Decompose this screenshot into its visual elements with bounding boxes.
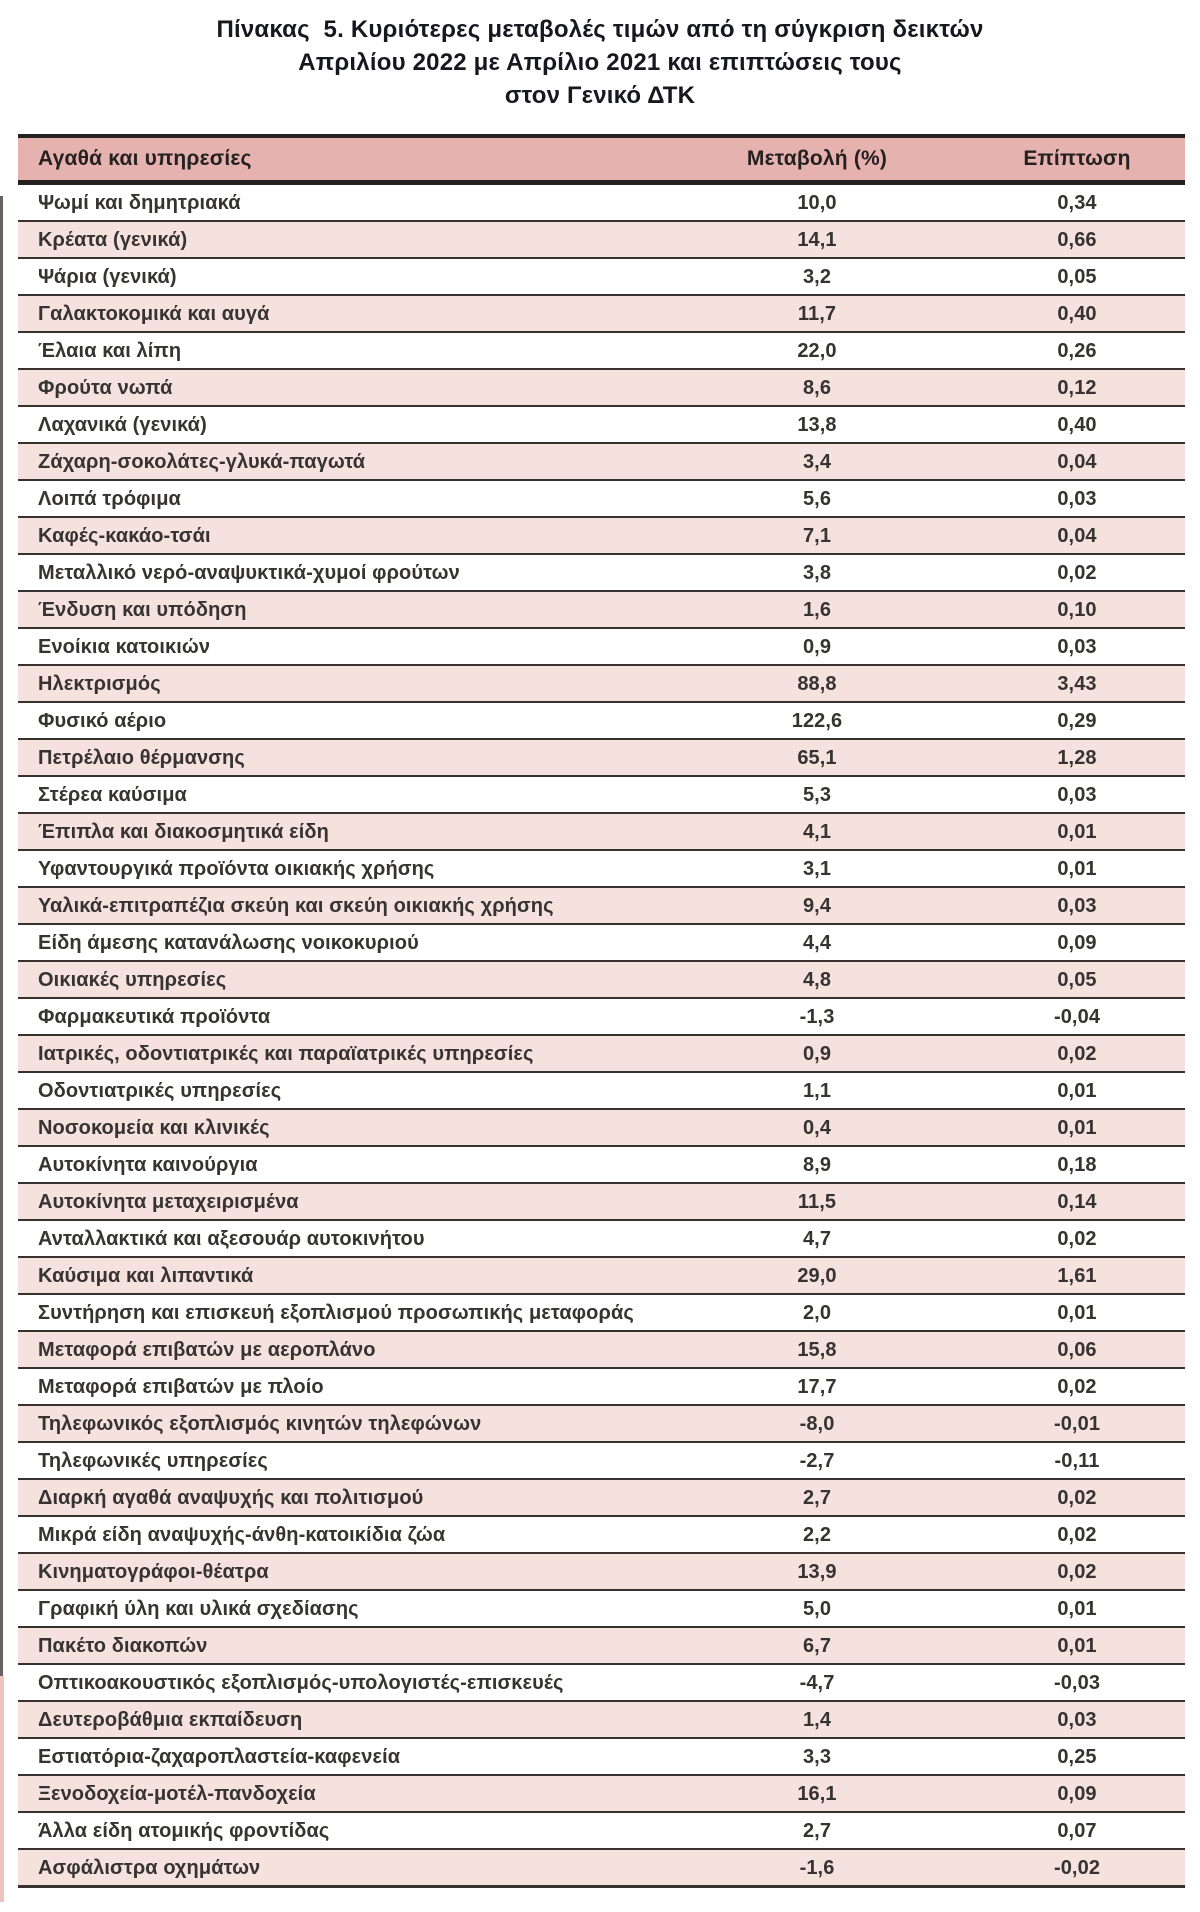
goods-cell: Αυτοκίνητα καινούργια	[38, 1154, 258, 1176]
impact-cell: 0,09	[1057, 932, 1097, 954]
impact-cell: 0,18	[1057, 1154, 1097, 1176]
table-row	[18, 1184, 1185, 1221]
impact-cell: 0,05	[1057, 266, 1097, 288]
table-row	[18, 1443, 1185, 1480]
impact-cell: 0,01	[1057, 1080, 1097, 1102]
goods-cell: Φυσικό αέριο	[38, 710, 167, 732]
goods-cell: Υφαντουργικά προϊόντα οικιακής χρήσης	[38, 858, 435, 880]
impact-cell: -0,11	[1054, 1450, 1100, 1472]
title-line-3: στον Γενικό ΔΤΚ	[504, 82, 696, 109]
table-row	[18, 1036, 1185, 1073]
change-cell: -2,7	[799, 1450, 835, 1472]
change-cell: 3,1	[802, 858, 832, 880]
table-row	[18, 999, 1185, 1036]
change-cell: 65,1	[797, 747, 837, 769]
impact-cell: 0,29	[1057, 710, 1097, 732]
change-cell: 16,1	[797, 1783, 837, 1805]
table-row	[18, 592, 1185, 629]
title-line-1: Πίνακας 5. Κυριότερες μεταβολές τιμών από τη σύγκριση δεικτών	[216, 16, 984, 43]
impact-cell: 0,66	[1057, 229, 1097, 251]
table-row	[18, 1480, 1185, 1517]
impact-cell: 0,07	[1057, 1820, 1097, 1842]
table-row	[18, 1591, 1185, 1628]
change-cell: 15,8	[797, 1339, 837, 1361]
impact-cell: 1,28	[1057, 747, 1097, 769]
goods-cell: Ενοίκια κατοικιών	[38, 636, 211, 658]
goods-cell: Ασφάλιστρα οχημάτων	[38, 1857, 261, 1879]
impact-cell: 0,02	[1057, 1043, 1097, 1065]
impact-cell: 0,03	[1057, 488, 1097, 510]
table-row	[18, 1554, 1185, 1591]
impact-cell: 0,03	[1057, 784, 1097, 806]
table-row	[18, 1147, 1185, 1184]
table-row	[18, 518, 1185, 555]
impact-cell: 0,02	[1057, 1228, 1097, 1250]
goods-cell: Έλαια και λίπη	[38, 340, 182, 362]
table-row	[18, 851, 1185, 888]
change-cell: 29,0	[797, 1265, 837, 1287]
goods-cell: Υαλικά-επιτραπέζια σκεύη και σκεύη οικιακής χρήσης	[38, 895, 554, 917]
goods-cell: Γραφική ύλη και υλικά σχεδίασης	[38, 1598, 359, 1620]
goods-cell: Άλλα είδη ατομικής φροντίδας	[38, 1820, 330, 1842]
impact-cell: 0,40	[1057, 414, 1097, 436]
goods-cell: Πακέτο διακοπών	[38, 1635, 208, 1657]
goods-cell: Μεταφορά επιβατών με αεροπλάνο	[38, 1339, 376, 1361]
change-cell: 13,8	[797, 414, 837, 436]
goods-cell: Ηλεκτρισμός	[38, 673, 161, 695]
impact-cell: 0,02	[1057, 1561, 1097, 1583]
table-row	[18, 1776, 1185, 1813]
impact-cell: 0,04	[1057, 525, 1097, 547]
table-row	[18, 1073, 1185, 1110]
impact-cell: 1,61	[1057, 1265, 1097, 1287]
impact-cell: 0,05	[1057, 969, 1097, 991]
change-cell: 88,8	[797, 673, 837, 695]
goods-cell: Δευτεροβάθμια εκπαίδευση	[38, 1709, 303, 1731]
change-cell: 3,4	[802, 451, 832, 473]
change-cell: -1,6	[799, 1857, 835, 1879]
change-cell: 0,9	[802, 636, 832, 658]
change-cell: 4,8	[802, 969, 832, 991]
change-cell: 8,9	[802, 1154, 832, 1176]
goods-cell: Ψάρια (γενικά)	[38, 266, 177, 288]
change-cell: 11,5	[797, 1191, 837, 1213]
change-cell: -4,7	[799, 1672, 835, 1694]
goods-cell: Ιατρικές, οδοντιατρικές και παραϊατρικές υπηρεσίες	[38, 1043, 534, 1065]
goods-cell: Λοιπά τρόφιμα	[38, 488, 181, 510]
goods-cell: Κρέατα (γενικά)	[38, 229, 188, 251]
change-cell: 10,0	[797, 192, 837, 214]
table-row	[18, 1665, 1185, 1702]
impact-cell: -0,04	[1053, 1006, 1101, 1028]
table-row	[18, 1813, 1185, 1850]
change-cell: 1,6	[802, 599, 832, 621]
price-changes-table	[18, 134, 1185, 1888]
goods-cell: Οδοντιατρικές υπηρεσίες	[38, 1080, 282, 1102]
impact-cell: 0,25	[1057, 1746, 1097, 1768]
change-cell: 22,0	[797, 340, 837, 362]
impact-cell: 0,04	[1057, 451, 1097, 473]
table-body	[18, 185, 1185, 1888]
impact-cell: -0,03	[1053, 1672, 1101, 1694]
table-row	[18, 1406, 1185, 1443]
impact-cell: 0,02	[1057, 562, 1097, 584]
impact-cell: 0,02	[1057, 1524, 1097, 1546]
goods-cell: Στέρεα καύσιμα	[38, 784, 187, 806]
impact-cell: 0,03	[1057, 895, 1097, 917]
table-title	[0, 0, 1200, 112]
impact-cell: 0,01	[1057, 1302, 1097, 1324]
goods-cell: Έπιπλα και διακοσμητικά είδη	[38, 821, 329, 843]
goods-cell: Αυτοκίνητα μεταχειρισμένα	[38, 1191, 299, 1213]
impact-cell: 0,34	[1057, 192, 1097, 214]
table-row	[18, 814, 1185, 851]
change-cell: -1,3	[799, 1006, 835, 1028]
goods-cell: Ένδυση και υπόδηση	[38, 599, 247, 621]
goods-cell: Μεταφορά επιβατών με πλοίο	[38, 1376, 324, 1398]
impact-cell: 0,06	[1057, 1339, 1097, 1361]
change-cell: 7,1	[802, 525, 832, 547]
change-cell: 2,7	[802, 1487, 832, 1509]
table-row	[18, 925, 1185, 962]
table-row	[18, 1369, 1185, 1406]
table-row	[18, 740, 1185, 777]
goods-cell: Καύσιμα και λιπαντικά	[38, 1265, 254, 1287]
goods-cell: Ξενοδοχεία-μοτέλ-πανδοχεία	[38, 1783, 316, 1805]
impact-cell: 0,03	[1057, 636, 1097, 658]
header-change-percent: Μεταβολή (%)	[746, 147, 888, 170]
impact-cell: 0,09	[1057, 1783, 1097, 1805]
goods-cell: Νοσοκομεία και κλινικές	[38, 1117, 270, 1139]
table-row	[18, 666, 1185, 703]
table-row	[18, 777, 1185, 814]
impact-cell: 0,01	[1057, 1598, 1097, 1620]
table-row	[18, 1628, 1185, 1665]
table-row	[18, 1332, 1185, 1369]
change-cell: 1,1	[802, 1080, 832, 1102]
table-row	[18, 333, 1185, 370]
change-cell: 6,7	[802, 1635, 832, 1657]
header-goods-and-services: Αγαθά και υπηρεσίες	[38, 147, 252, 170]
impact-cell: 0,01	[1057, 821, 1097, 843]
table-row	[18, 1110, 1185, 1147]
change-cell: 5,6	[802, 488, 832, 510]
impact-cell: 3,43	[1057, 673, 1097, 695]
table-row	[18, 703, 1185, 740]
goods-cell: Οπτικοακουστικός εξοπλισμός-υπολογιστές-επισκευές	[38, 1672, 564, 1694]
change-cell: -8,0	[799, 1413, 835, 1435]
table-row	[18, 185, 1185, 222]
goods-cell: Ζάχαρη-σοκολάτες-γλυκά-παγωτά	[38, 451, 366, 473]
table-row	[18, 1295, 1185, 1332]
table-row	[18, 222, 1185, 259]
change-cell: 11,7	[797, 303, 837, 325]
scan-edge-artifact-dark	[0, 196, 3, 1676]
table-header-row	[18, 134, 1185, 185]
change-cell: 5,0	[802, 1598, 832, 1620]
goods-cell: Μεταλλικό νερό-αναψυκτικά-χυμοί φρούτων	[38, 562, 460, 584]
goods-cell: Διαρκή αγαθά αναψυχής και πολιτισμού	[38, 1487, 424, 1509]
change-cell: 122,6	[791, 710, 843, 732]
change-cell: 2,2	[802, 1524, 832, 1546]
title-line-2: Απριλίου 2022 με Απρίλιο 2021 και επιπτώσεις τους	[298, 49, 902, 76]
impact-cell: 0,10	[1057, 599, 1097, 621]
goods-cell: Φαρμακευτικά προϊόντα	[38, 1006, 271, 1028]
table-row	[18, 296, 1185, 333]
header-impact: Επίπτωση	[1023, 147, 1131, 170]
change-cell: 13,9	[797, 1561, 837, 1583]
goods-cell: Συντήρηση και επισκευή εξοπλισμού προσωπικής μεταφοράς	[38, 1302, 634, 1324]
goods-cell: Πετρέλαιο θέρμανσης	[38, 747, 245, 769]
change-cell: 4,1	[802, 821, 832, 843]
impact-cell: 0,01	[1057, 1117, 1097, 1139]
goods-cell: Κινηματογράφοι-θέατρα	[38, 1561, 269, 1583]
impact-cell: 0,14	[1057, 1191, 1097, 1213]
table-row	[18, 1702, 1185, 1739]
goods-cell: Τηλεφωνικές υπηρεσίες	[38, 1450, 268, 1472]
table-row	[18, 888, 1185, 925]
goods-cell: Λαχανικά (γενικά)	[38, 414, 207, 436]
table-row	[18, 629, 1185, 666]
change-cell: 2,7	[802, 1820, 832, 1842]
impact-cell: 0,12	[1057, 377, 1097, 399]
change-cell: 0,4	[802, 1117, 832, 1139]
change-cell: 4,4	[802, 932, 832, 954]
goods-cell: Μικρά είδη αναψυχής-άνθη-κατοικίδια ζώα	[38, 1524, 446, 1546]
table-row	[18, 1850, 1185, 1887]
impact-cell: 0,01	[1057, 1635, 1097, 1657]
goods-cell: Γαλακτοκομικά και αυγά	[38, 303, 270, 325]
goods-cell: Ανταλλακτικά και αξεσουάρ αυτοκινήτου	[38, 1228, 425, 1250]
goods-cell: Καφές-κακάο-τσάι	[38, 525, 211, 547]
change-cell: 4,7	[802, 1228, 832, 1250]
table-row	[18, 1739, 1185, 1776]
goods-cell: Ψωμί και δημητριακά	[38, 192, 241, 214]
change-cell: 3,3	[802, 1746, 832, 1768]
impact-cell: -0,01	[1053, 1413, 1101, 1435]
goods-cell: Φρούτα νωπά	[38, 377, 173, 399]
table-row	[18, 962, 1185, 999]
goods-cell: Οικιακές υπηρεσίες	[38, 969, 227, 991]
impact-cell: 0,02	[1057, 1487, 1097, 1509]
change-cell: 1,4	[802, 1709, 832, 1731]
impact-cell: 0,02	[1057, 1376, 1097, 1398]
change-cell: 3,2	[802, 266, 832, 288]
change-cell: 14,1	[797, 229, 837, 251]
table-row	[18, 259, 1185, 296]
change-cell: 0,9	[802, 1043, 832, 1065]
table-row	[18, 444, 1185, 481]
table-row	[18, 407, 1185, 444]
table-row	[18, 370, 1185, 407]
scan-edge-artifact-pink	[0, 1676, 4, 1902]
impact-cell: 0,40	[1057, 303, 1097, 325]
impact-cell: 0,26	[1057, 340, 1097, 362]
goods-cell: Εστιατόρια-ζαχαροπλαστεία-καφενεία	[38, 1746, 401, 1768]
goods-cell: Τηλεφωνικός εξοπλισμός κινητών τηλεφώνων	[38, 1413, 482, 1435]
change-cell: 17,7	[797, 1376, 837, 1398]
change-cell: 9,4	[802, 895, 832, 917]
table-row	[18, 1221, 1185, 1258]
table-row	[18, 1258, 1185, 1295]
impact-cell: 0,03	[1057, 1709, 1097, 1731]
change-cell: 2,0	[802, 1302, 832, 1324]
table-row	[18, 555, 1185, 592]
change-cell: 5,3	[802, 784, 832, 806]
impact-cell: -0,02	[1053, 1857, 1101, 1879]
impact-cell: 0,01	[1057, 858, 1097, 880]
change-cell: 3,8	[802, 562, 832, 584]
change-cell: 8,6	[802, 377, 832, 399]
table-row	[18, 1517, 1185, 1554]
goods-cell: Είδη άμεσης κατανάλωσης νοικοκυριού	[38, 932, 419, 954]
table-row	[18, 481, 1185, 518]
